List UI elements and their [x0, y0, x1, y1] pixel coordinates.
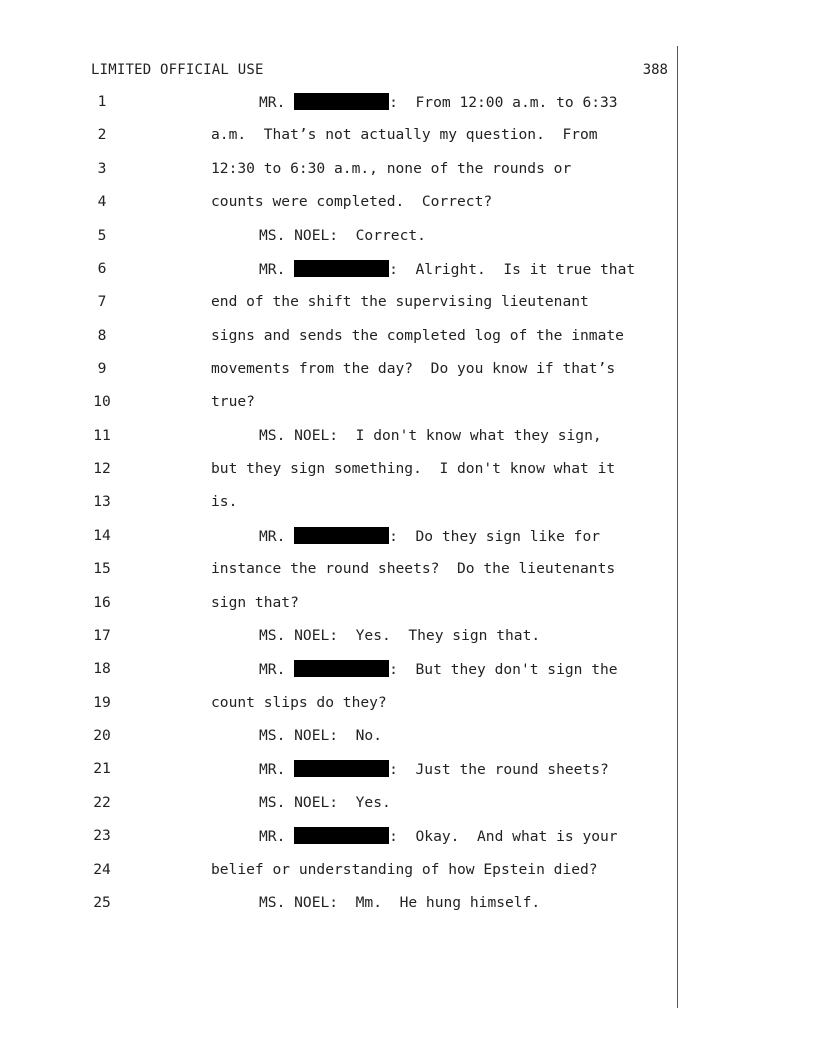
- transcript-line: [0, 894, 680, 914]
- speaker-label: MR.: [259, 761, 295, 779]
- spoken-text: instance the round sheets? Do the lieutenants: [211, 560, 616, 578]
- transcript-line: [0, 560, 680, 580]
- line-text: [259, 93, 618, 111]
- line-text: [259, 827, 618, 845]
- spoken-text: MS. NOEL: No.: [259, 727, 383, 744]
- spoken-text: : Just the round sheets?: [389, 761, 609, 779]
- line-text: [259, 660, 618, 678]
- line-number: 19: [93, 693, 111, 711]
- line-text: [211, 327, 624, 344]
- transcript-line: [0, 727, 680, 747]
- spoken-text: belief or understanding of how Epstein died?: [211, 860, 598, 878]
- transcript-line: [0, 827, 680, 847]
- line-number: 21: [93, 760, 111, 778]
- line-text: [211, 594, 299, 611]
- redaction-box: [294, 760, 389, 777]
- transcript-line: [0, 227, 680, 247]
- spoken-text: counts were completed. Correct?: [211, 193, 493, 211]
- speaker-label: MR.: [259, 260, 295, 278]
- line-number: 18: [93, 660, 111, 678]
- line-text: [211, 160, 571, 177]
- transcript-line: [0, 93, 680, 113]
- transcript-line: [0, 594, 680, 614]
- line-number: 1: [97, 93, 107, 110]
- line-number: 24: [93, 860, 111, 878]
- line-number: 9: [97, 360, 107, 377]
- spoken-text: is.: [211, 493, 238, 511]
- line-text: [259, 627, 540, 644]
- redaction-box: [294, 527, 389, 544]
- line-number: 14: [93, 526, 111, 544]
- line-number: 3: [97, 159, 107, 177]
- line-text: [211, 861, 598, 878]
- line-text: [259, 527, 600, 545]
- speaker-label: MR.: [259, 828, 295, 846]
- line-text: [259, 794, 391, 811]
- speaker-label: MR.: [259, 661, 295, 679]
- spoken-text: MS. NOEL: I don't know what they sign,: [259, 426, 602, 444]
- line-number: 20: [93, 727, 111, 744]
- line-text: [259, 260, 635, 278]
- line-text: [211, 460, 615, 477]
- line-text: [259, 894, 540, 911]
- spoken-text: MS. NOEL: Yes. They sign that.: [259, 626, 541, 644]
- transcript-line: [0, 527, 680, 547]
- line-text: [211, 560, 615, 577]
- speaker-label: MR.: [259, 94, 295, 111]
- spoken-text: : From 12:00 a.m. to 6:33: [389, 94, 618, 111]
- line-text: [211, 193, 492, 210]
- line-number: 4: [97, 193, 107, 211]
- redaction-box: [294, 260, 389, 277]
- line-number: 17: [93, 626, 111, 644]
- spoken-text: but they sign something. I don't know what it: [211, 460, 616, 478]
- transcript-line: [0, 193, 680, 213]
- spoken-text: : Okay. And what is your: [389, 828, 618, 846]
- line-number: 2: [97, 126, 107, 144]
- classification-header: LIMITED OFFICIAL USE: [91, 62, 264, 78]
- line-number: 6: [97, 259, 107, 277]
- transcript-line: [0, 627, 680, 647]
- line-number: 7: [97, 293, 107, 311]
- line-number: 15: [93, 560, 111, 578]
- spoken-text: MS. NOEL: Yes.: [259, 793, 391, 811]
- transcript-line: [0, 126, 680, 146]
- transcript-line: [0, 293, 680, 313]
- line-text: [259, 727, 382, 744]
- transcript-line: [0, 427, 680, 447]
- line-text: [211, 393, 255, 410]
- line-text: [259, 760, 609, 778]
- transcript-line: [0, 260, 680, 280]
- spoken-text: MS. NOEL: Correct.: [259, 226, 426, 244]
- line-text: [211, 360, 615, 377]
- redaction-box: [294, 660, 389, 677]
- transcript-line: [0, 327, 680, 347]
- transcript-line: [0, 460, 680, 480]
- spoken-text: : Alright. Is it true that: [389, 260, 636, 278]
- line-number: 23: [93, 827, 111, 845]
- spoken-text: count slips do they?: [211, 693, 387, 711]
- spoken-text: 12:30 to 6:30 a.m., none of the rounds or: [211, 159, 572, 177]
- line-text: [211, 126, 598, 143]
- redaction-box: [294, 827, 389, 844]
- transcript-line: [0, 660, 680, 680]
- line-number: 13: [93, 493, 111, 511]
- spoken-text: end of the shift the supervising lieutenant: [211, 293, 589, 311]
- line-text: [259, 427, 602, 444]
- spoken-text: a.m. That’s not actually my question. From: [211, 126, 598, 144]
- line-number: 25: [93, 893, 111, 911]
- line-number: 22: [93, 793, 111, 811]
- redaction-box: [294, 93, 389, 110]
- transcript-line: [0, 493, 680, 513]
- spoken-text: : But they don't sign the: [389, 661, 618, 679]
- transcript-line: [0, 694, 680, 714]
- line-number: 8: [97, 326, 107, 344]
- spoken-text: true?: [211, 393, 255, 411]
- line-number: 10: [93, 393, 111, 411]
- spoken-text: movements from the day? Do you know if that’s: [211, 360, 616, 377]
- page-number: 388: [642, 62, 668, 78]
- line-text: [211, 293, 589, 310]
- line-number: 16: [93, 593, 111, 611]
- transcript-line: [0, 861, 680, 881]
- transcript-line: [0, 360, 680, 380]
- transcript-line: [0, 794, 680, 814]
- transcript-line: [0, 160, 680, 180]
- line-text: [211, 493, 237, 510]
- line-number: 5: [97, 226, 107, 244]
- line-text: [211, 694, 387, 711]
- spoken-text: MS. NOEL: Mm. He hung himself.: [259, 893, 541, 911]
- line-text: [259, 227, 426, 244]
- transcript-line: [0, 760, 680, 780]
- transcript-line: [0, 393, 680, 413]
- spoken-text: sign that?: [211, 593, 299, 611]
- spoken-text: : Do they sign like for: [389, 527, 601, 545]
- spoken-text: signs and sends the completed log of the inmate: [211, 326, 624, 344]
- line-number: 12: [93, 460, 111, 478]
- line-number: 11: [93, 426, 111, 444]
- speaker-label: MR.: [259, 527, 295, 545]
